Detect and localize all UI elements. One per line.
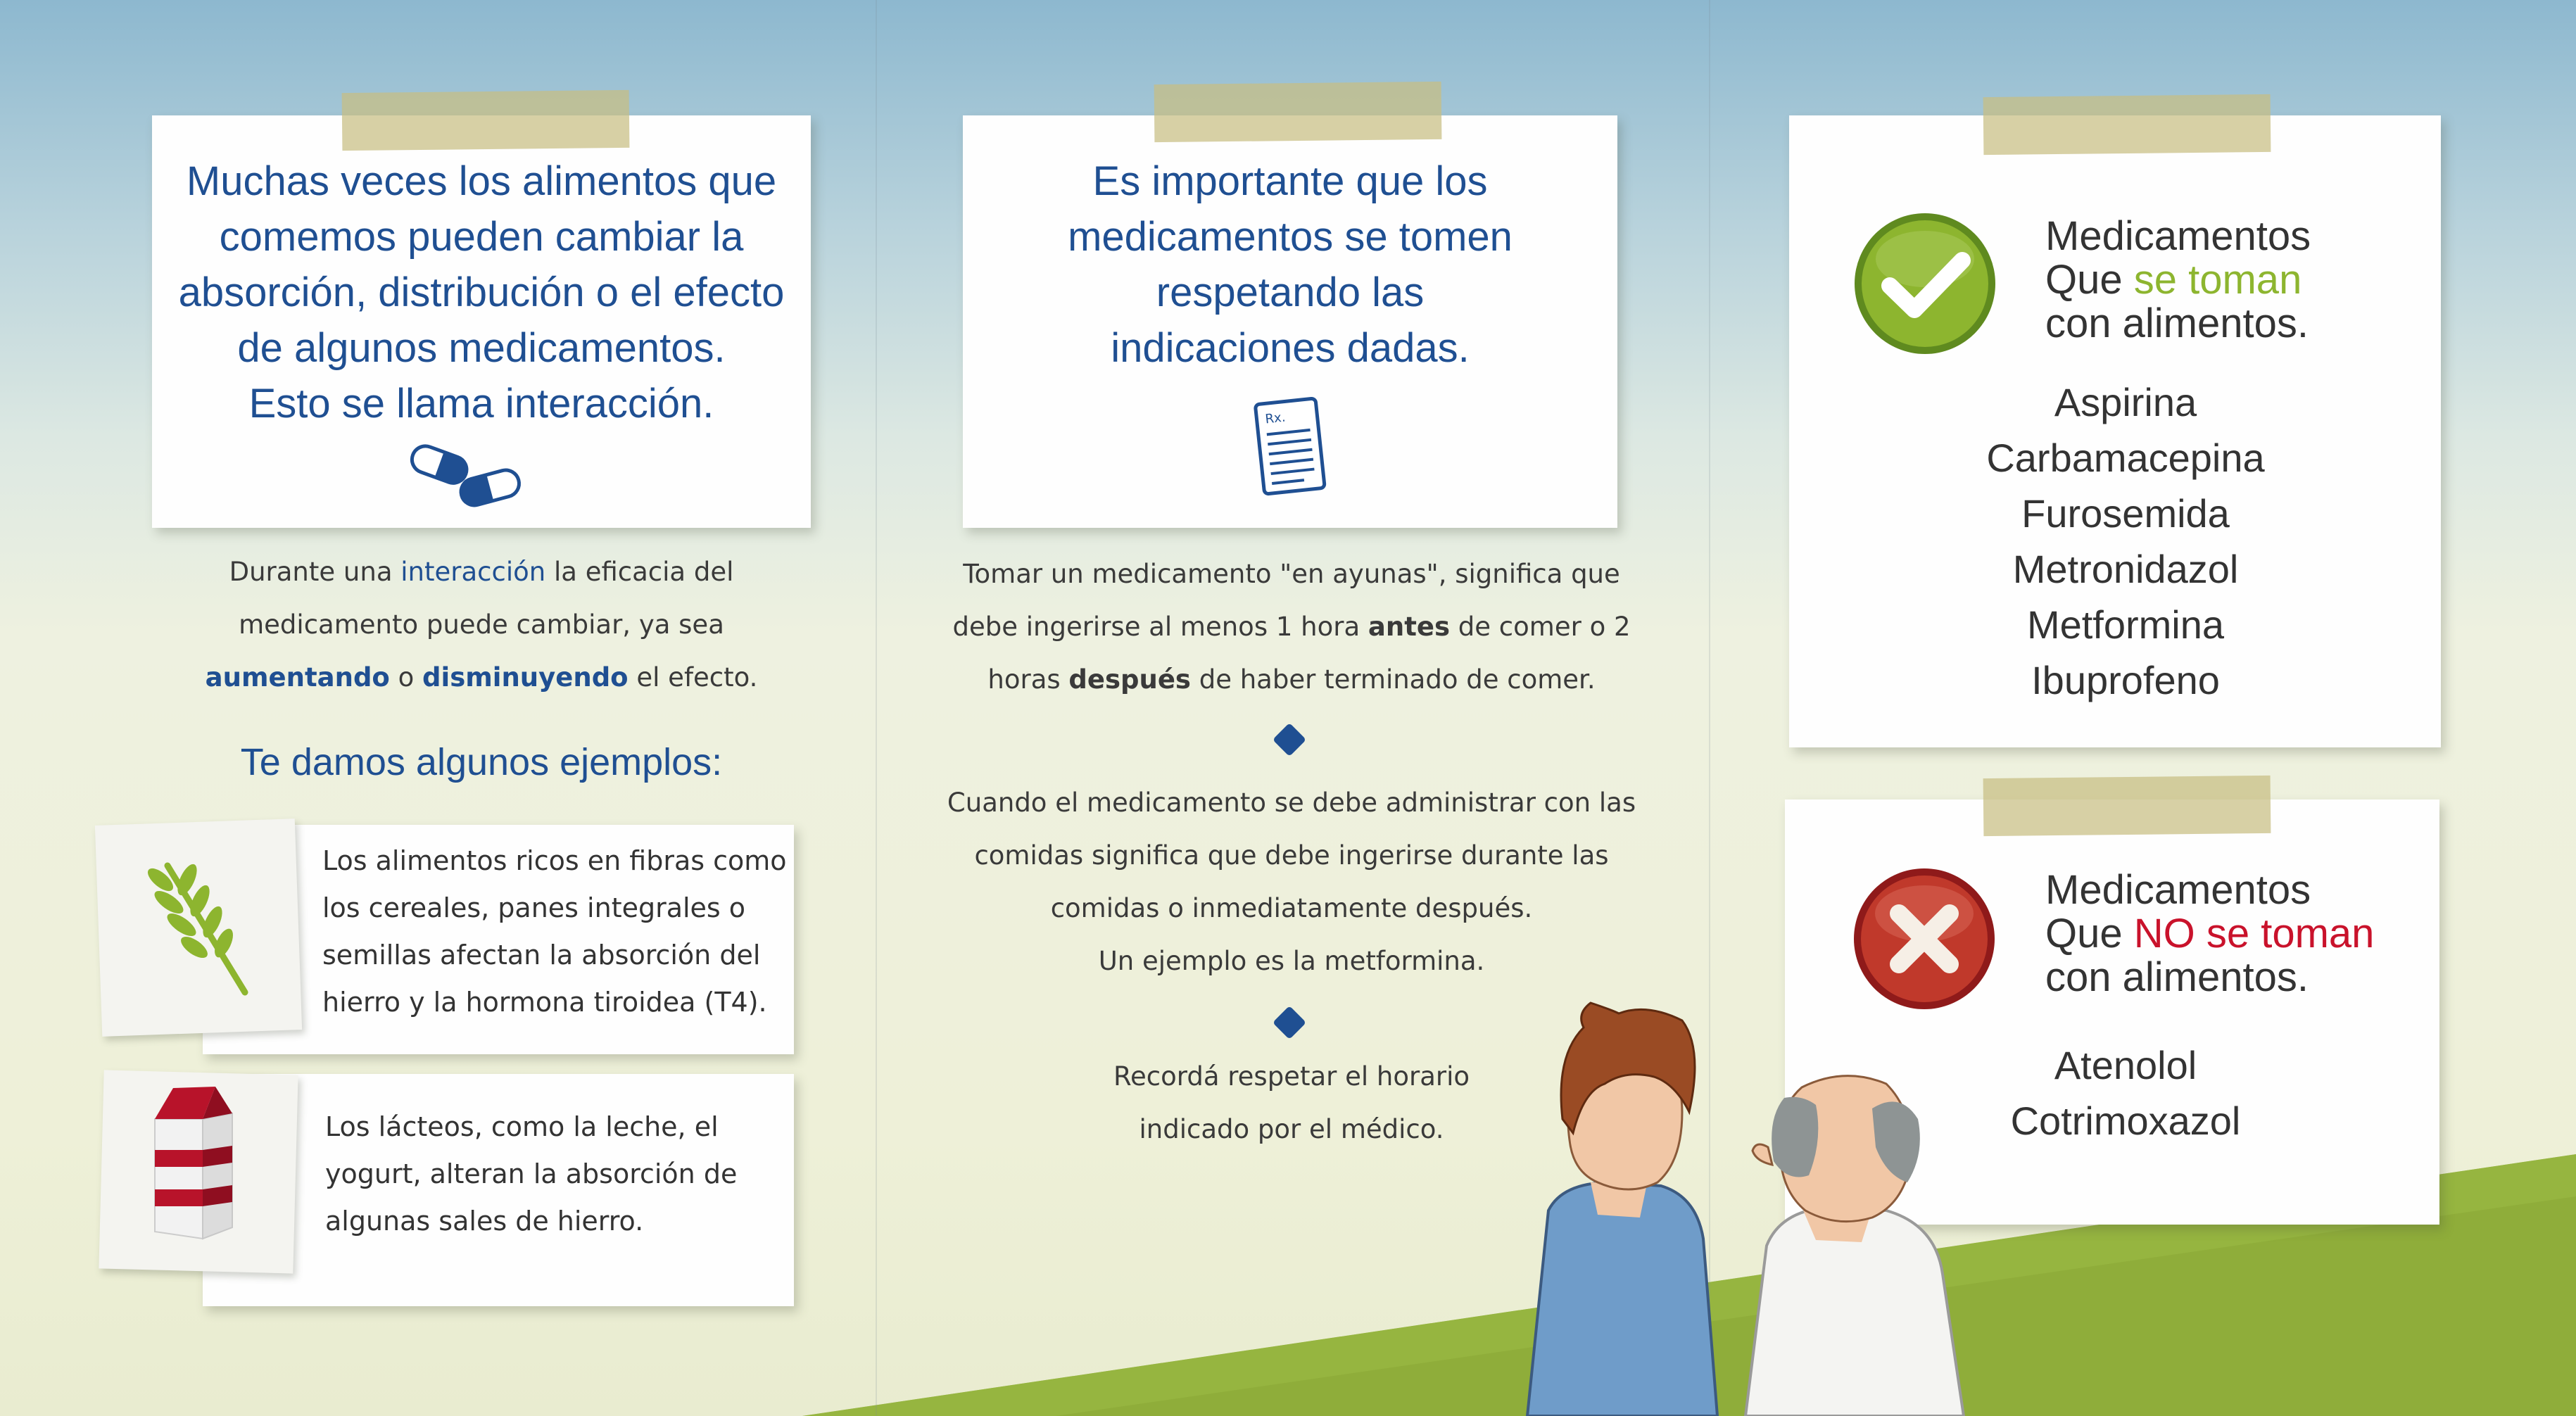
pills-icon bbox=[405, 443, 524, 508]
list-item: Metronidazol bbox=[2012, 547, 2239, 591]
without-food-heading: Medicamentos Que NO se toman con alimentos. bbox=[2045, 867, 2375, 1000]
fold-line bbox=[876, 0, 877, 1416]
list-item: Ibuprofeno bbox=[2031, 658, 2220, 702]
list-item: Furosemida bbox=[2021, 491, 2230, 536]
with-food-heading: Medicamentos Que se toman con alimentos. bbox=[2045, 213, 2311, 346]
tape bbox=[342, 90, 630, 151]
svg-text:Rx.: Rx. bbox=[1264, 410, 1287, 427]
list-item: Aspirina bbox=[2054, 380, 2197, 424]
list-item: Atenolol bbox=[2054, 1043, 2197, 1087]
fasting-paragraph: Tomar un medicamento "en ayunas", significa que debe ingerirse al menos 1 hora antes de comer o 2 horas después de haber terminado de comer. bbox=[952, 559, 1631, 695]
tape bbox=[1983, 94, 2271, 155]
check-icon bbox=[1851, 210, 1999, 358]
wheat-icon bbox=[139, 852, 259, 1006]
list-item: Cotrimoxazol bbox=[2010, 1099, 2241, 1143]
interaction-paragraph: Durante una interacción la eficacia del medicamento puede cambiar, ya sea aumentando o disminuyendo el efecto. bbox=[205, 557, 758, 693]
tape bbox=[1983, 776, 2271, 836]
milk-carton-icon bbox=[145, 1084, 251, 1246]
example-text-dairy: Los lácteos, como la leche, el yogurt, alteran la absorción de algunas sales de hierro. bbox=[325, 1111, 738, 1237]
list-item: Carbamacepina bbox=[1986, 436, 2265, 480]
with-meals-paragraph: Cuando el medicamento se debe administrar con las comidas significa que debe ingerirse durante las comidas o inmediatamente después. Un ejemplo es la metformina. bbox=[947, 788, 1636, 976]
example-text-fiber: Los alimentos ricos en fibras como los cereales, panes integrales o semillas afectan la absorción del hierro y la hormona tiroidea (T4). bbox=[322, 845, 787, 1018]
with-food-list bbox=[1900, 374, 2351, 708]
people-illustration bbox=[1506, 971, 2041, 1416]
list-item: Metformina bbox=[2026, 602, 2225, 647]
examples-heading: Te damos algunos ejemplos: bbox=[240, 741, 723, 783]
tape bbox=[1154, 82, 1442, 142]
intro-title: Muchas veces los alimentos que comemos pueden cambiar la absorción, distribución o el efecto de algunos medicamentos. Esto se llama interacción. bbox=[178, 158, 785, 426]
schedule-reminder: Recordá respetar el horario indicado por el médico. bbox=[1113, 1061, 1470, 1144]
instructions-title: Es importante que los medicamentos se tomen respetando las indicaciones dadas. bbox=[1068, 158, 1513, 371]
prescription-icon bbox=[1251, 396, 1329, 500]
